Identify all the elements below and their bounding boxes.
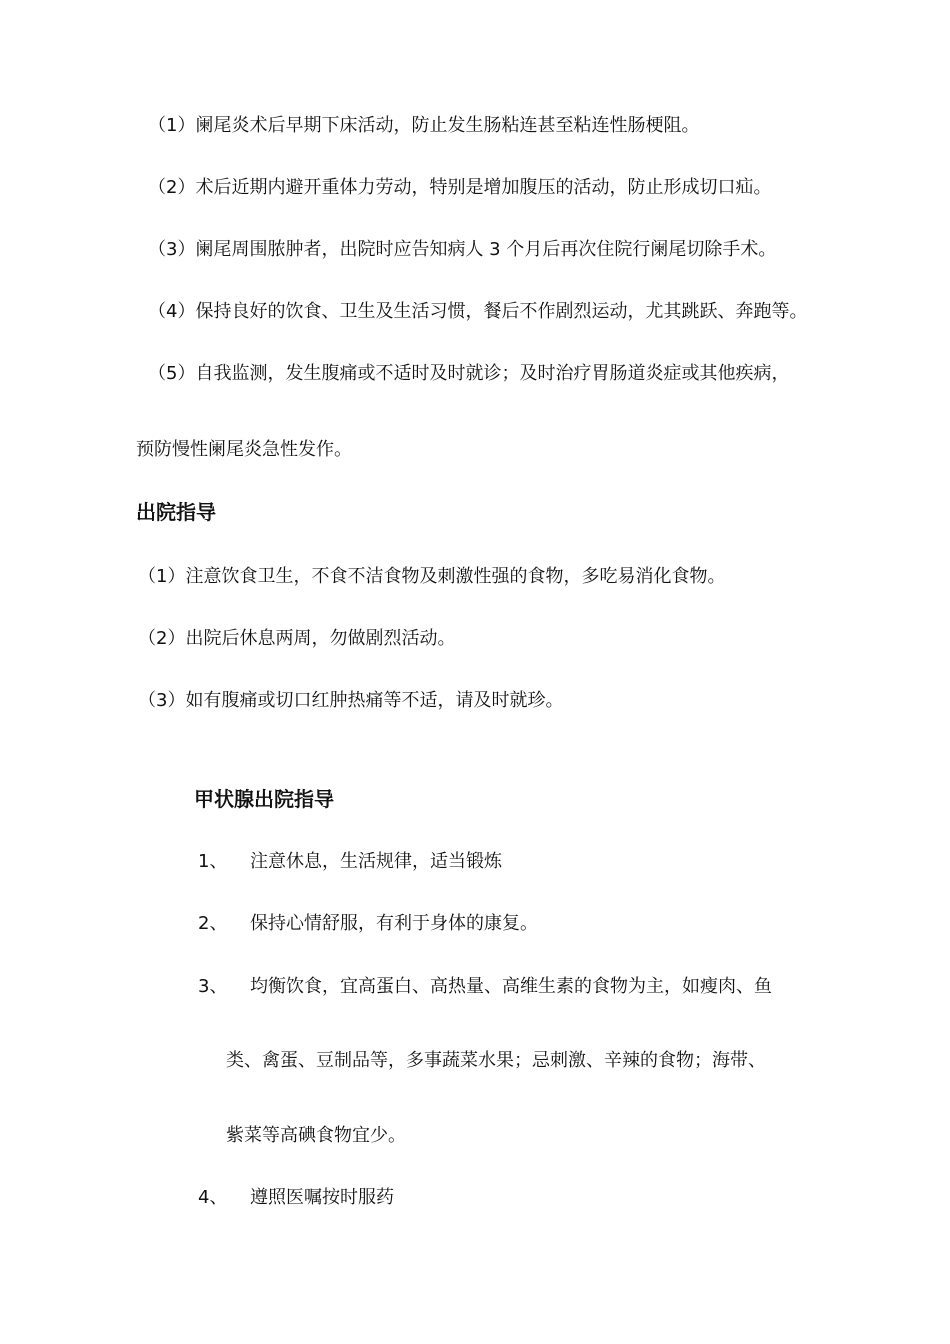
list-item: （3）如有腹痛或切口红肿热痛等不适，请及时就珍。 — [138, 690, 564, 711]
list-item: 保持心情舒服，有利于身体的康复。 — [250, 913, 538, 934]
list-item: （1）阑尾炎术后早期下床活动，防止发生肠粘连甚至粘连性肠梗阻。 — [148, 115, 700, 136]
list-item-continuation: 类、禽蛋、豆制品等，多事蔬菜水果；忌刺激、辛辣的食物；海带、 — [226, 1050, 766, 1071]
section-heading: 甲状腺出院指导 — [194, 787, 334, 811]
item-number: 4、 — [198, 1187, 228, 1208]
list-item: （4）保持良好的饮食、卫生及生活习惯，餐后不作剧烈运动，尤其跳跃、奔跑等。 — [148, 301, 808, 322]
section-heading: 出院指导 — [136, 500, 216, 524]
list-item: （3）阑尾周围脓肿者，出院时应告知病人 3 个月后再次住院行阑尾切除手术。 — [148, 239, 777, 260]
list-item: 均衡饮食，宜高蛋白、高热量、高维生素的食物为主，如瘦肉、鱼 — [250, 976, 772, 997]
list-item-continuation: 紫菜等高碘食物宜少。 — [226, 1125, 406, 1146]
item-number: 1、 — [198, 851, 228, 872]
list-item: （2）出院后休息两周，勿做剧烈活动。 — [138, 628, 456, 649]
item-number: 3、 — [198, 976, 228, 997]
list-item: 注意休息，生活规律，适当锻炼 — [250, 851, 502, 872]
list-item-continuation: 预防慢性阑尾炎急性发作。 — [136, 439, 352, 460]
list-item: （5）自我监测，发生腹痛或不适时及时就诊；及时治疗胃肠道炎症或其他疾病， — [148, 363, 790, 384]
list-item: 遵照医嘱按时服药 — [250, 1187, 394, 1208]
list-item: （1）注意饮食卫生，不食不洁食物及刺激性强的食物，多吃易消化食物。 — [138, 566, 726, 587]
item-number: 2、 — [198, 913, 228, 934]
list-item: （2）术后近期内避开重体力劳动，特别是增加腹压的活动，防止形成切口疝。 — [148, 177, 772, 198]
